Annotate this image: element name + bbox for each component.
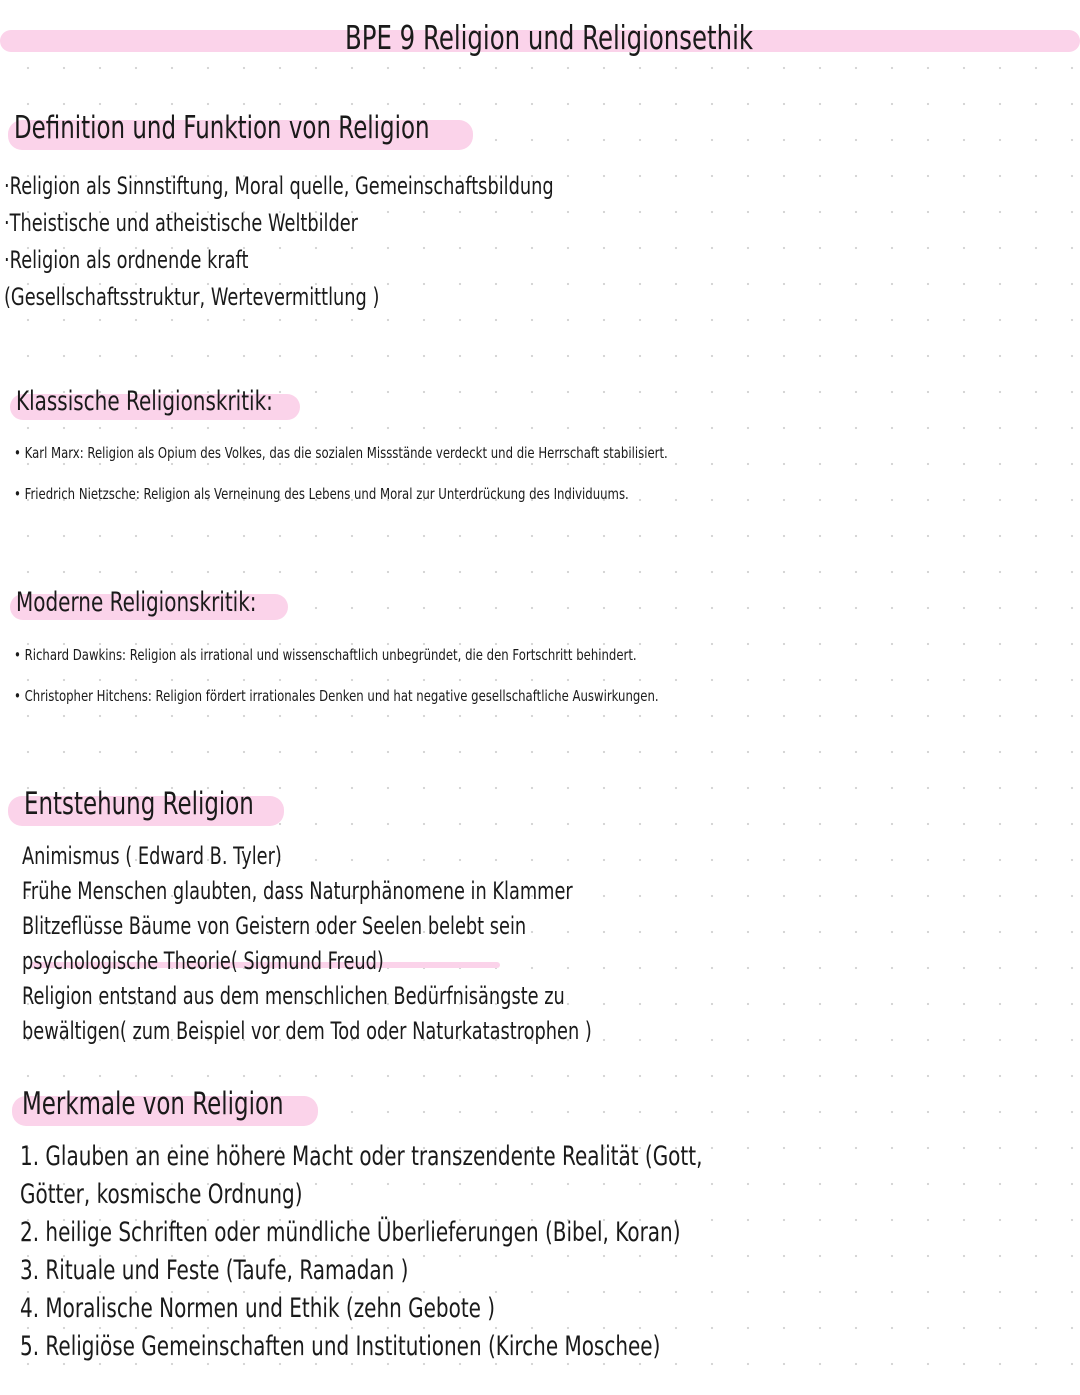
list-item: • Christopher Hitchens: Religion fördert irrationales Denken und hat negative gesellschaftliche Auswirkungen. — [14, 687, 659, 705]
list-item: • Karl Marx: Religion als Opium des Volkes, das die sozialen Missstände verdeckt und die Herrschaft stabilisiert. — [14, 444, 668, 462]
list-item: 4. Moralische Normen und Ethik (zehn Gebote ) — [20, 1293, 496, 1324]
list-item: • Friedrich Nietzsche: Religion als Verneinung des Lebens und Moral zur Unterdrückung des Individuums. — [14, 485, 629, 503]
text-line: (Gesellschaftsstruktur, Wertevermittlung ) — [4, 283, 380, 311]
text-line: Religion entstand aus dem menschlichen Bedürfnisängste zu — [22, 982, 565, 1010]
text-line: psychologische Theorie( Sigmund Freud) — [22, 947, 384, 975]
page-title: BPE 9 Religion und Religionsethik — [345, 18, 754, 57]
heading-modern: Moderne Religionskritik: — [16, 587, 257, 618]
text-line: Frühe Menschen glaubten, dass Naturphänomene in Klammer — [22, 877, 573, 905]
list-item: 1. Glauben an eine höhere Macht oder transzendente Realität (Gott, — [20, 1141, 703, 1172]
text-line: Blitzeflüsse Bäume von Geistern oder Seelen belebt sein — [22, 912, 527, 940]
heading-definition: Definition und Funktion von Religion — [14, 110, 430, 146]
list-item: Götter, kosmische Ordnung) — [20, 1179, 303, 1210]
text-line: ·Theistische und atheistische Weltbilder — [4, 209, 358, 237]
list-item: • Richard Dawkins: Religion als irrational und wissenschaftlich unbegründet, die den Fortschritt behindert. — [14, 646, 637, 664]
list-item: 2. heilige Schriften oder mündliche Überlieferungen (Bibel, Koran) — [20, 1217, 681, 1248]
heading-klassisch: Klassische Religionskritik: — [16, 386, 273, 417]
heading-merkmale: Merkmale von Religion — [22, 1086, 284, 1122]
heading-entstehung: Entstehung Religion — [24, 786, 254, 822]
text-line: bewältigen( zum Beispiel vor dem Tod oder Naturkatastrophen ) — [22, 1017, 592, 1045]
text-line: ·Religion als Sinnstiftung, Moral quelle, Gemeinschaftsbildung — [4, 172, 554, 200]
text-line: Animismus ( Edward B. Tyler) — [22, 842, 282, 870]
list-item: 5. Religiöse Gemeinschaften und Institutionen (Kirche Moschee) — [20, 1331, 661, 1362]
list-item: 3. Rituale und Feste (Taufe, Ramadan ) — [20, 1255, 409, 1286]
text-line: ·Religion als ordnende kraft — [4, 246, 249, 274]
